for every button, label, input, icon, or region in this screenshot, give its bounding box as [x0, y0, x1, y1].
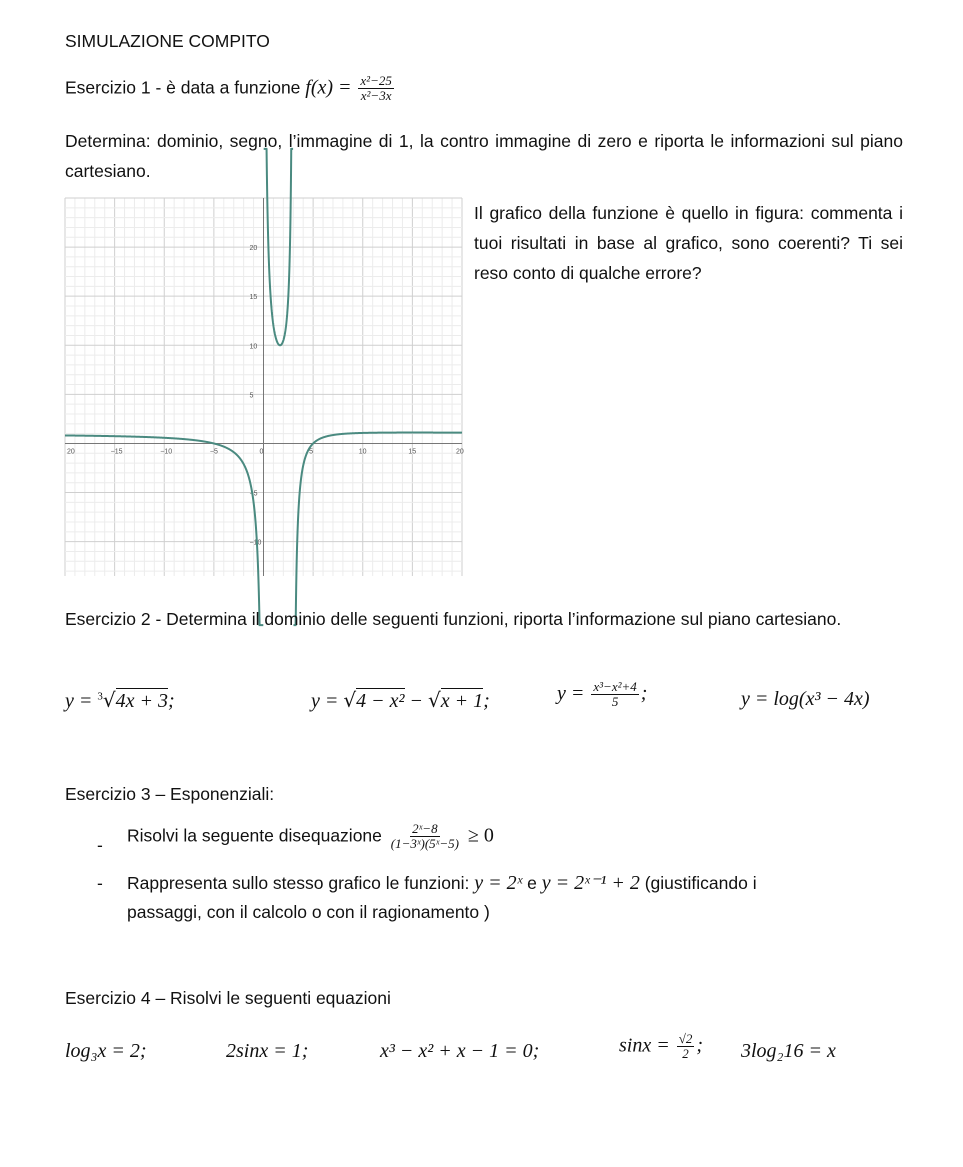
- exercise-4-title: Esercizio 4 – Risolvi le seguenti equazioni: [65, 988, 391, 1008]
- function-graph: [65, 198, 462, 576]
- x-tick-label: 20: [456, 448, 464, 456]
- bullet-dash: -: [97, 873, 103, 893]
- f3-fraction: [591, 680, 638, 710]
- equation-3: x³ − x² + x − 1 = 0;: [380, 1040, 540, 1062]
- equation-5: 3log₂16 = x: [741, 1040, 836, 1062]
- eq4-fraction: [677, 1032, 695, 1062]
- radical-icon: √: [428, 688, 441, 712]
- item-2-function-2: y = 2ˣ⁻¹ + 2: [541, 872, 640, 894]
- exercise-3-item-1: [127, 822, 494, 852]
- item-2-conjunction: e: [522, 873, 542, 893]
- domain-function-4: y = log(x³ − 4x): [741, 688, 870, 710]
- f1-radicand: 4x + 3: [115, 690, 168, 712]
- inequality-relation: ≥ 0: [462, 824, 494, 847]
- x-tick-label: 20: [67, 448, 75, 456]
- y-tick-label: 10: [249, 343, 258, 351]
- f2-lhs: y =: [311, 690, 344, 712]
- x-tick-label: 5: [309, 448, 314, 456]
- f3-lhs: y =: [557, 682, 590, 705]
- function-name: f(x) =: [305, 76, 352, 99]
- f3-denominator: 5: [611, 694, 619, 710]
- function-fraction: [358, 74, 393, 104]
- exercise-2-statement: Esercizio 2 - Determina il dominio delle seguenti funzioni, riporta l’informazione sul piano cartesiano.: [65, 609, 842, 629]
- inequality-fraction: [389, 822, 461, 852]
- x-tick-label: −10: [160, 448, 173, 456]
- eq4-lhs: sinx =: [619, 1034, 675, 1057]
- item-2-rest: (giustificando i: [639, 873, 757, 893]
- domain-function-1: [65, 688, 175, 713]
- x-tick-label: 10: [358, 448, 367, 456]
- f2-end: ;: [483, 690, 490, 712]
- eq4-end: ;: [696, 1034, 704, 1057]
- domain-function-3: [557, 680, 647, 710]
- graph-tick-labels: [67, 245, 464, 547]
- function-curve: [293, 433, 462, 626]
- inequality-denominator: (1−3ˣ)(5ˣ−5): [390, 836, 459, 852]
- y-tick-label: 5: [249, 392, 254, 400]
- equation-4: [619, 1032, 703, 1062]
- root-index: 3: [97, 690, 103, 703]
- f2-radicand-1: 4 − x²: [356, 690, 405, 712]
- fraction-denominator: x²−3x: [360, 88, 392, 104]
- f3-numerator: x³−x²+4: [593, 679, 637, 694]
- eq4-numerator: √2: [678, 1031, 693, 1046]
- graph-commentary: Il grafico della funzione è quello in figura: commenta i tuoi risultati in base al grafico, sono coerenti? Ti sei reso conto di qualche errore?: [474, 203, 903, 283]
- bullet-dash: -: [97, 835, 103, 855]
- x-tick-label: 0: [259, 448, 264, 456]
- exercise-3-item-2-continued: passaggi, con il calcolo o con il ragionamento ): [127, 902, 490, 922]
- page-title: SIMULAZIONE COMPITO: [65, 31, 270, 51]
- y-tick-label: −5: [249, 490, 258, 498]
- x-tick-label: −5: [209, 448, 218, 456]
- domain-function-2: [311, 688, 490, 713]
- f3-end: ;: [640, 682, 648, 705]
- equation-2: 2sinx = 1;: [226, 1040, 309, 1062]
- y-tick-label: 20: [249, 245, 258, 253]
- exercise-3-item-2: [127, 870, 757, 895]
- y-tick-label: 15: [249, 294, 258, 302]
- x-tick-label: 15: [408, 448, 417, 456]
- equation-1: log₃x = 2;: [65, 1040, 147, 1062]
- radical-icon: √: [102, 688, 116, 712]
- fraction-numerator: x²−25: [360, 73, 392, 88]
- eq4-denominator: 2: [682, 1046, 689, 1062]
- exercise-1-statement: [65, 74, 396, 104]
- exercise-1-intro: Esercizio 1 - è data a funzione: [65, 77, 306, 98]
- inequality-numerator: 2ˣ−8: [412, 821, 438, 836]
- item-1-text: Risolvi la seguente disequazione: [127, 825, 387, 846]
- f2-minus: −: [404, 690, 428, 712]
- item-2-function-1: y = 2ˣ: [474, 872, 523, 894]
- exercise-1-task: Determina: dominio, segno, l’immagine di 1, la contro immagine di zero e riporta le informazioni sul piano cartesiano.: [65, 131, 903, 181]
- f1-lhs: y =: [65, 690, 98, 712]
- radical-icon: √: [343, 688, 357, 712]
- f1-end: ;: [168, 690, 175, 712]
- f2-radicand-2: x + 1: [440, 690, 484, 712]
- y-tick-label: −10: [249, 539, 262, 547]
- x-tick-label: −15: [110, 448, 123, 456]
- item-2-text: Rappresenta sullo stesso grafico le funzioni:: [127, 873, 475, 893]
- exercise-3-title: Esercizio 3 – Esponenziali:: [65, 784, 275, 804]
